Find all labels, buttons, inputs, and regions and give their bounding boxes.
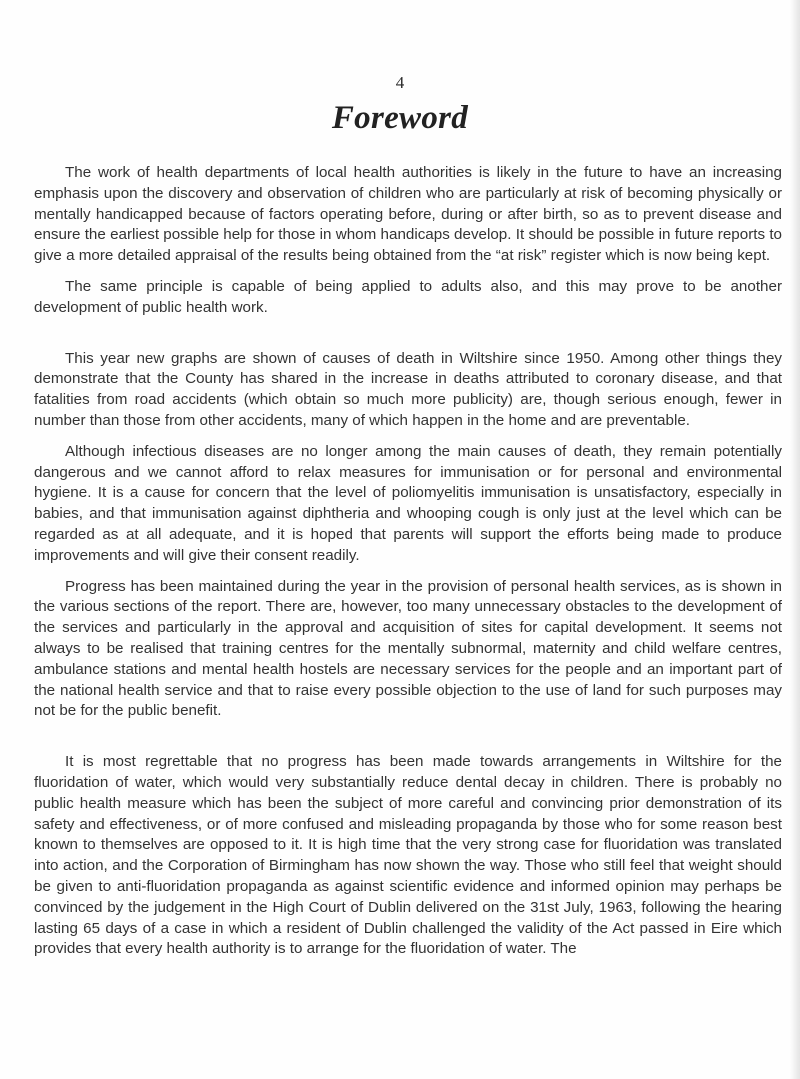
body-text [34, 163, 782, 960]
paragraph-infectious-diseases: Although infectious diseases are no longer among the main causes of death, they remain potentially dangerous and we cannot afford to relax measures for immunisation or for personal and environmental hygiene. It is a cause for concern that the level of poliomyelitis immunisation is unsatisfactory, especially in babies, and that immunisation against diphtheria and whooping cough is only just at the level which can be regarded as at all adequate, and it is hoped that parents will support the efforts being made to produce improvements and will give their consent readily. [34, 442, 782, 564]
paragraph-personal-health-services: Progress has been maintained during the year in the provision of personal health services, as is shown in the various sections of the report. There are, however, too many unnecessary obstacles to the development of the services and particularly in the approval and acquisition of sites for capital development. It seems not always to be realised that training centres for the mentally subnormal, maternity and child welfare centres, ambulance stations and mental health hostels are necessary services for the people and an important part of the national health service and that to raise every possible objection to the use of land for such purposes may not be for the public benefit. [34, 577, 782, 720]
page-number: 4 [395, 73, 405, 92]
paragraph-causes-of-death: This year new graphs are shown of causes of death in Wiltshire since 1950. Among other things they demonstrate that the County has shared in the increase in deaths attributed to coronary disease, and that fatalities from road accidents (which obtain so much more publicity) are, though serious enough, fewer in number than those from other accidents, many of which happen in the home and are preventable. [34, 349, 782, 429]
paragraph-adults-principle: The same principle is capable of being applied to adults also, and this may prove to be another development of public health work. [34, 277, 782, 316]
page-edge-shadow [790, 0, 800, 1079]
page-title: Foreword [331, 100, 469, 136]
paragraph-fluoridation: It is most regrettable that no progress has been made towards arrangements in Wiltshire for the fluoridation of water, which would very substantially reduce dental decay in children. There is probably no public health measure which has been the subject of more careful and convincing prior demonstration of its safety and effectiveness, or of more confused and misleading propaganda by those who for some reason best known to themselves are opposed to it. It is high time that the very strong case for fluoridation was translated into action, and the Corporation of Birmingham has now shown the way. Those who still feel that weight should be given to anti-fluoridation propaganda as against scientific evidence and informed opinion may perhaps be convinced by the judgement in the High Court of Dublin delivered on the 31st July, 1963, following the hearing lasting 65 days of a case in which a resident of Dublin challenged the validity of the Act passed in Eire which provides that every health authority is to arrange for the fluoridation of water. The [34, 753, 782, 958]
paragraph-at-risk-register: The work of health departments of local health authorities is likely in the future to have an increasing emphasis upon the discovery and observation of children who are particularly at risk of becoming physically or mentally handicapped because of factors operating before, during or after birth, so as to prevent disease and ensure the earliest possible help for those in whom handicaps develop. It should be possible in future reports to give a more detailed appraisal of the results being obtained from the “at risk” register which is now being kept. [34, 164, 782, 265]
